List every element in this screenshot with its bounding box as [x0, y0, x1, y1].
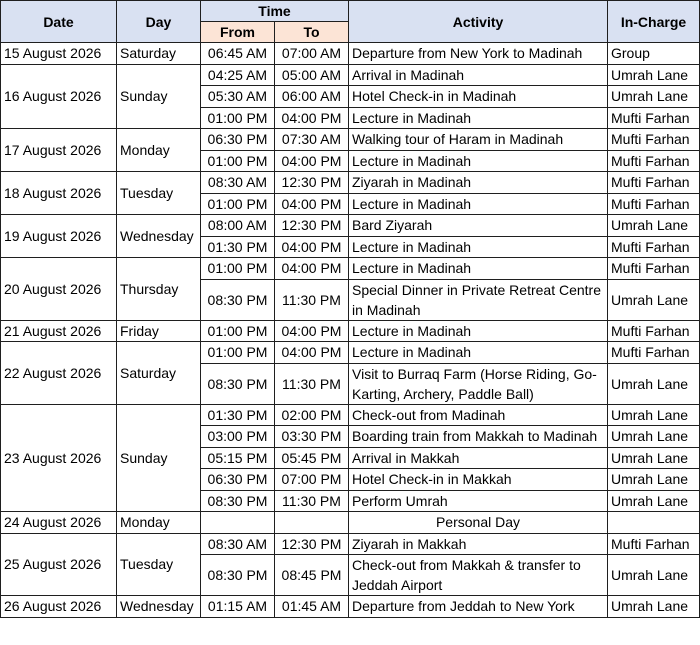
in-charge-cell: Umrah Lane [608, 86, 700, 108]
in-charge-cell: Umrah Lane [608, 490, 700, 512]
activity-cell: Arrival in Makkah [349, 447, 608, 469]
table-row [1, 129, 700, 151]
activity-cell: Visit to Burraq Farm (Horse Riding, Go-Karting, Archery, Paddle Ball) [349, 363, 608, 404]
time-to-cell: 04:00 PM [275, 342, 349, 364]
time-to-cell: 12:30 PM [275, 172, 349, 194]
time-to-cell: 04:00 PM [275, 193, 349, 215]
header-time: Time [201, 1, 349, 22]
in-charge-cell: Group [608, 43, 700, 65]
activity-cell: Lecture in Madinah [349, 107, 608, 129]
date-cell: 15 August 2026 [1, 43, 117, 65]
in-charge-cell: Umrah Lane [608, 215, 700, 237]
table-body [1, 43, 700, 618]
activity-cell: Lecture in Madinah [349, 320, 608, 342]
in-charge-cell: Mufti Farhan [608, 342, 700, 364]
time-from-cell: 06:30 PM [201, 469, 275, 491]
header-date: Date [1, 1, 117, 43]
day-cell: Tuesday [117, 533, 201, 596]
time-to-cell: 01:45 AM [275, 596, 349, 618]
table-row [1, 404, 700, 426]
table-row [1, 64, 700, 86]
activity-cell: Perform Umrah [349, 490, 608, 512]
time-from-cell: 08:30 AM [201, 172, 275, 194]
activity-cell: Hotel Check-in in Makkah [349, 469, 608, 491]
header-in-charge: In-Charge [608, 1, 700, 43]
time-from-cell: 06:30 PM [201, 129, 275, 151]
activity-cell: Departure from New York to Madinah [349, 43, 608, 65]
day-cell: Tuesday [117, 172, 201, 215]
time-to-cell: 04:00 PM [275, 150, 349, 172]
day-cell: Sunday [117, 404, 201, 512]
date-cell: 26 August 2026 [1, 596, 117, 618]
time-from-cell: 01:00 PM [201, 320, 275, 342]
time-from-cell: 01:30 PM [201, 404, 275, 426]
table-row [1, 172, 700, 194]
date-cell: 16 August 2026 [1, 64, 117, 129]
time-to-cell: 07:00 AM [275, 43, 349, 65]
time-from-cell: 04:25 AM [201, 64, 275, 86]
day-cell: Sunday [117, 64, 201, 129]
table-row [1, 512, 700, 534]
table-row [1, 258, 700, 280]
time-to-cell: 06:00 AM [275, 86, 349, 108]
day-cell: Monday [117, 512, 201, 534]
day-cell: Friday [117, 320, 201, 342]
date-cell: 24 August 2026 [1, 512, 117, 534]
time-to-cell: 05:00 AM [275, 64, 349, 86]
in-charge-cell: Mufti Farhan [608, 107, 700, 129]
time-from-cell: 01:00 PM [201, 258, 275, 280]
time-from-cell [201, 512, 275, 534]
day-cell: Wednesday [117, 596, 201, 618]
header-activity: Activity [349, 1, 608, 43]
time-from-cell: 08:30 PM [201, 555, 275, 596]
activity-cell: Special Dinner in Private Retreat Centre in Madinah [349, 279, 608, 320]
activity-cell: Check-out from Makkah & transfer to Jeddah Airport [349, 555, 608, 596]
in-charge-cell: Umrah Lane [608, 426, 700, 448]
day-cell: Thursday [117, 258, 201, 321]
in-charge-cell: Mufti Farhan [608, 533, 700, 555]
date-cell: 23 August 2026 [1, 404, 117, 512]
activity-cell: Ziyarah in Makkah [349, 533, 608, 555]
table-row [1, 342, 700, 364]
time-to-cell: 04:00 PM [275, 236, 349, 258]
activity-cell: Ziyarah in Madinah [349, 172, 608, 194]
in-charge-cell: Mufti Farhan [608, 172, 700, 194]
activity-cell: Lecture in Madinah [349, 150, 608, 172]
header-from: From [201, 22, 275, 43]
day-cell: Saturday [117, 43, 201, 65]
activity-cell: Walking tour of Haram in Madinah [349, 129, 608, 151]
time-to-cell: 04:00 PM [275, 107, 349, 129]
table-row [1, 320, 700, 342]
activity-cell: Lecture in Madinah [349, 193, 608, 215]
in-charge-cell: Umrah Lane [608, 469, 700, 491]
in-charge-cell: Umrah Lane [608, 596, 700, 618]
date-cell: 19 August 2026 [1, 215, 117, 258]
time-to-cell: 11:30 PM [275, 279, 349, 320]
table-row [1, 596, 700, 618]
table-row [1, 43, 700, 65]
table-header [1, 1, 700, 43]
time-to-cell: 11:30 PM [275, 490, 349, 512]
time-to-cell: 03:30 PM [275, 426, 349, 448]
time-from-cell: 08:30 PM [201, 363, 275, 404]
time-from-cell: 06:45 AM [201, 43, 275, 65]
time-to-cell: 05:45 PM [275, 447, 349, 469]
activity-cell: Arrival in Madinah [349, 64, 608, 86]
time-from-cell: 01:00 PM [201, 150, 275, 172]
activity-cell: Lecture in Madinah [349, 342, 608, 364]
time-from-cell: 01:00 PM [201, 107, 275, 129]
header-day: Day [117, 1, 201, 43]
time-from-cell: 05:15 PM [201, 447, 275, 469]
time-from-cell: 01:15 AM [201, 596, 275, 618]
in-charge-cell [608, 512, 700, 534]
activity-cell: Lecture in Madinah [349, 258, 608, 280]
table-row [1, 215, 700, 237]
in-charge-cell: Umrah Lane [608, 555, 700, 596]
date-cell: 17 August 2026 [1, 129, 117, 172]
in-charge-cell: Umrah Lane [608, 404, 700, 426]
time-to-cell: 07:00 PM [275, 469, 349, 491]
activity-cell: Personal Day [349, 512, 608, 534]
date-cell: 21 August 2026 [1, 320, 117, 342]
date-cell: 18 August 2026 [1, 172, 117, 215]
time-to-cell: 04:00 PM [275, 258, 349, 280]
activity-cell: Boarding train from Makkah to Madinah [349, 426, 608, 448]
day-cell: Saturday [117, 342, 201, 405]
time-from-cell: 03:00 PM [201, 426, 275, 448]
time-from-cell: 01:30 PM [201, 236, 275, 258]
time-to-cell: 12:30 PM [275, 215, 349, 237]
day-cell: Wednesday [117, 215, 201, 258]
in-charge-cell: Mufti Farhan [608, 193, 700, 215]
time-to-cell [275, 512, 349, 534]
date-cell: 25 August 2026 [1, 533, 117, 596]
time-to-cell: 11:30 PM [275, 363, 349, 404]
in-charge-cell: Umrah Lane [608, 363, 700, 404]
in-charge-cell: Umrah Lane [608, 279, 700, 320]
time-to-cell: 04:00 PM [275, 320, 349, 342]
in-charge-cell: Mufti Farhan [608, 150, 700, 172]
activity-cell: Hotel Check-in in Madinah [349, 86, 608, 108]
date-cell: 20 August 2026 [1, 258, 117, 321]
in-charge-cell: Mufti Farhan [608, 258, 700, 280]
header-to: To [275, 22, 349, 43]
activity-cell: Bard Ziyarah [349, 215, 608, 237]
in-charge-cell: Umrah Lane [608, 64, 700, 86]
date-cell: 22 August 2026 [1, 342, 117, 405]
in-charge-cell: Mufti Farhan [608, 129, 700, 151]
activity-cell: Lecture in Madinah [349, 236, 608, 258]
time-to-cell: 07:30 AM [275, 129, 349, 151]
time-from-cell: 08:30 PM [201, 490, 275, 512]
time-to-cell: 02:00 PM [275, 404, 349, 426]
time-from-cell: 01:00 PM [201, 193, 275, 215]
time-from-cell: 05:30 AM [201, 86, 275, 108]
time-to-cell: 12:30 PM [275, 533, 349, 555]
day-cell: Monday [117, 129, 201, 172]
time-from-cell: 08:00 AM [201, 215, 275, 237]
activity-cell: Departure from Jeddah to New York [349, 596, 608, 618]
time-to-cell: 08:45 PM [275, 555, 349, 596]
time-from-cell: 08:30 AM [201, 533, 275, 555]
time-from-cell: 01:00 PM [201, 342, 275, 364]
time-from-cell: 08:30 PM [201, 279, 275, 320]
table-row [1, 533, 700, 555]
activity-cell: Check-out from Madinah [349, 404, 608, 426]
in-charge-cell: Umrah Lane [608, 447, 700, 469]
in-charge-cell: Mufti Farhan [608, 236, 700, 258]
in-charge-cell: Mufti Farhan [608, 320, 700, 342]
